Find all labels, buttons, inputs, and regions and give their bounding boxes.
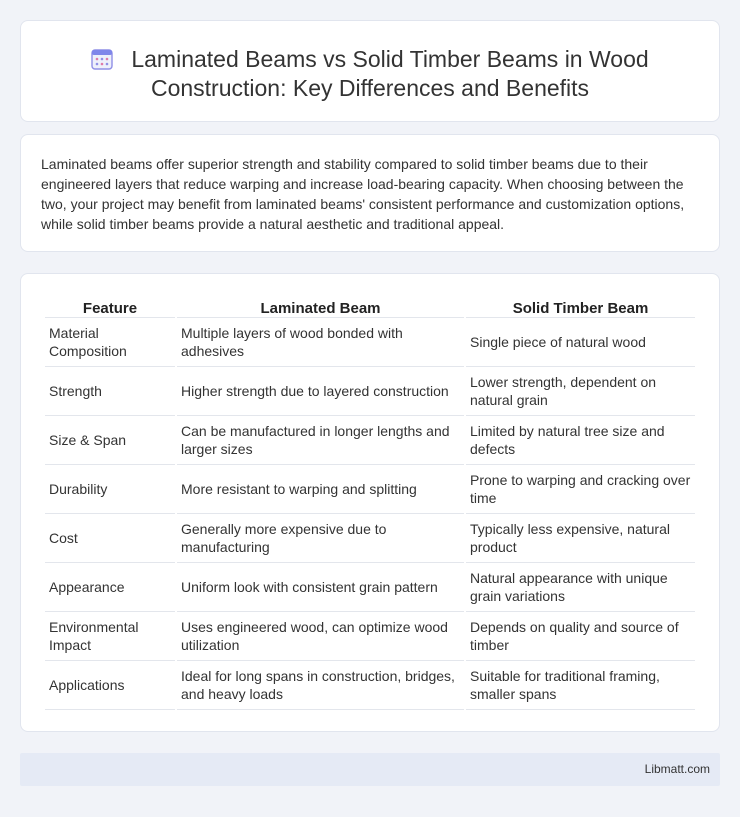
- solid-timber-cell: Lower strength, dependent on natural grain: [466, 367, 695, 416]
- table-header-row: [45, 296, 695, 318]
- solid-timber-cell: Suitable for traditional framing, smaller spans: [466, 661, 695, 710]
- header-solid-timber-beam: Solid Timber Beam: [466, 296, 695, 318]
- page-title: [21, 45, 719, 103]
- table-row: [45, 318, 695, 367]
- laminated-cell: Can be manufactured in longer lengths and larger sizes: [177, 416, 464, 465]
- intro-card: [20, 134, 720, 252]
- footer-bar: [20, 753, 720, 786]
- table-row: [45, 612, 695, 661]
- header-feature: Feature: [45, 296, 175, 318]
- laminated-cell: Multiple layers of wood bonded with adhesives: [177, 318, 464, 367]
- comparison-card: [20, 273, 720, 732]
- solid-timber-cell: Single piece of natural wood: [466, 318, 695, 367]
- comparison-table: [43, 296, 697, 710]
- solid-timber-cell: Typically less expensive, natural product: [466, 514, 695, 563]
- solid-timber-cell: Prone to warping and cracking over time: [466, 465, 695, 514]
- laminated-cell: More resistant to warping and splitting: [177, 465, 464, 514]
- feature-cell: Material Composition: [45, 318, 175, 367]
- feature-cell: Durability: [45, 465, 175, 514]
- page-title-text: Laminated Beams vs Solid Timber Beams in Wood Construction: Key Differences and Benefits: [131, 46, 649, 101]
- feature-cell: Appearance: [45, 563, 175, 612]
- laminated-cell: Uses engineered wood, can optimize wood utilization: [177, 612, 464, 661]
- footer-site-link[interactable]: Libmatt.com: [644, 762, 710, 776]
- laminated-cell: Uniform look with consistent grain pattern: [177, 563, 464, 612]
- solid-timber-cell: Limited by natural tree size and defects: [466, 416, 695, 465]
- calendar-icon: [91, 48, 113, 70]
- laminated-cell: Generally more expensive due to manufacturing: [177, 514, 464, 563]
- table-row: [45, 465, 695, 514]
- table-row: [45, 416, 695, 465]
- solid-timber-cell: Natural appearance with unique grain variations: [466, 563, 695, 612]
- laminated-cell: Higher strength due to layered construction: [177, 367, 464, 416]
- feature-cell: Cost: [45, 514, 175, 563]
- feature-cell: Size & Span: [45, 416, 175, 465]
- intro-paragraph: Laminated beams offer superior strength and stability compared to solid timber beams due to their engineered layers that reduce warping and increase load-bearing capacity. When choosing between the two, your project may benefit from laminated beams' consistent performance and customization options, while solid timber beams provide a natural aesthetic and traditional appeal.: [41, 156, 685, 232]
- feature-cell: Environmental Impact: [45, 612, 175, 661]
- feature-cell: Strength: [45, 367, 175, 416]
- header-laminated-beam: Laminated Beam: [177, 296, 464, 318]
- title-card: [20, 20, 720, 122]
- table-row: [45, 563, 695, 612]
- laminated-cell: Ideal for long spans in construction, bridges, and heavy loads: [177, 661, 464, 710]
- feature-cell: Applications: [45, 661, 175, 710]
- table-row: [45, 514, 695, 563]
- table-row: [45, 367, 695, 416]
- solid-timber-cell: Depends on quality and source of timber: [466, 612, 695, 661]
- table-row: [45, 661, 695, 710]
